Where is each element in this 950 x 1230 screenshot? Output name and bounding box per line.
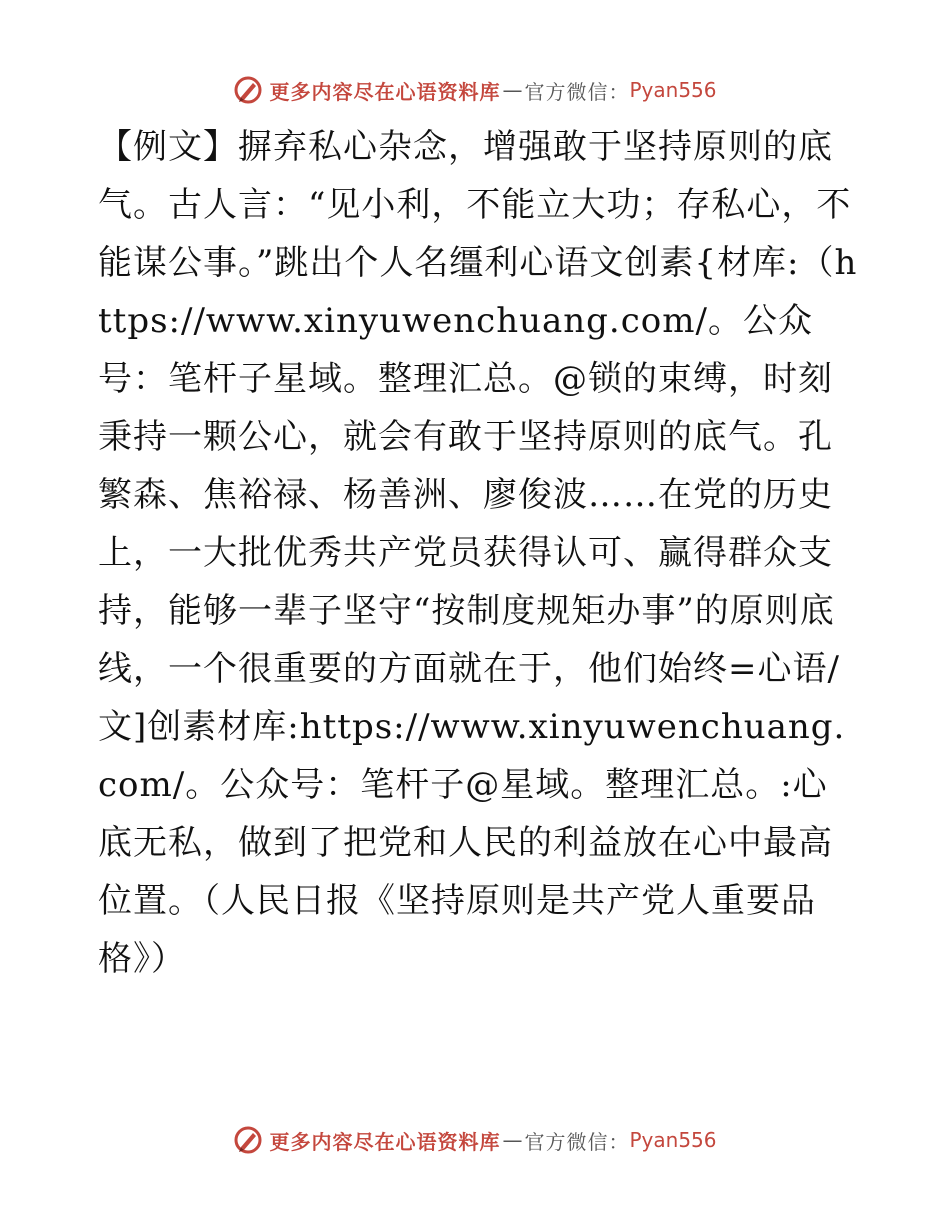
- article-paragraph: 【例文】摒弃私心杂念，增强敢于坚持原则的底气。古人言：“见小利，不能立大功；存私心，不能谋公事。”跳出个人名缰利心语文创素{材库:（https://www.xinyuwenchuang.com/。公众号：笔杆子星域。整理汇总。@锁的束缚，时刻秉持一颗公心，就会有敢于坚持原则的底气。孔繁森、焦裕禄、杨善洲、廖俊波……在党的历史上，一大批优秀共产党员获得认可、赢得群众支持，能够一辈子坚守“按制度规矩办事”的原则底线，一个很重要的方面就在于，他们始终=心语/文]创素材库:https://www.xinyuwenchuang.com/。公众号：笔杆子@星域。整理汇总。:心底无私，做到了把党和人民的利益放在心中最高位置。（人民日报《坚持原则是共产党人重要品格》）: [98, 127, 858, 979]
- banner-contact-label: 官方微信：: [524, 79, 630, 104]
- banner-separator: —: [502, 1128, 523, 1152]
- banner-main-text: 更多内容尽在心语资料库: [269, 79, 501, 104]
- banner-contact-id: Pyan556: [629, 1128, 717, 1152]
- banner-separator: —: [502, 78, 523, 102]
- banner-contact-id: Pyan556: [629, 78, 717, 102]
- footer-banner: [0, 1120, 950, 1160]
- article-body: [98, 118, 858, 988]
- pen-circle-logo-icon: [233, 1125, 263, 1155]
- header-banner: [0, 70, 950, 110]
- banner-main-text: 更多内容尽在心语资料库: [269, 1129, 501, 1154]
- banner-contact-label: 官方微信：: [524, 1129, 630, 1154]
- pen-circle-logo-icon: [233, 75, 263, 105]
